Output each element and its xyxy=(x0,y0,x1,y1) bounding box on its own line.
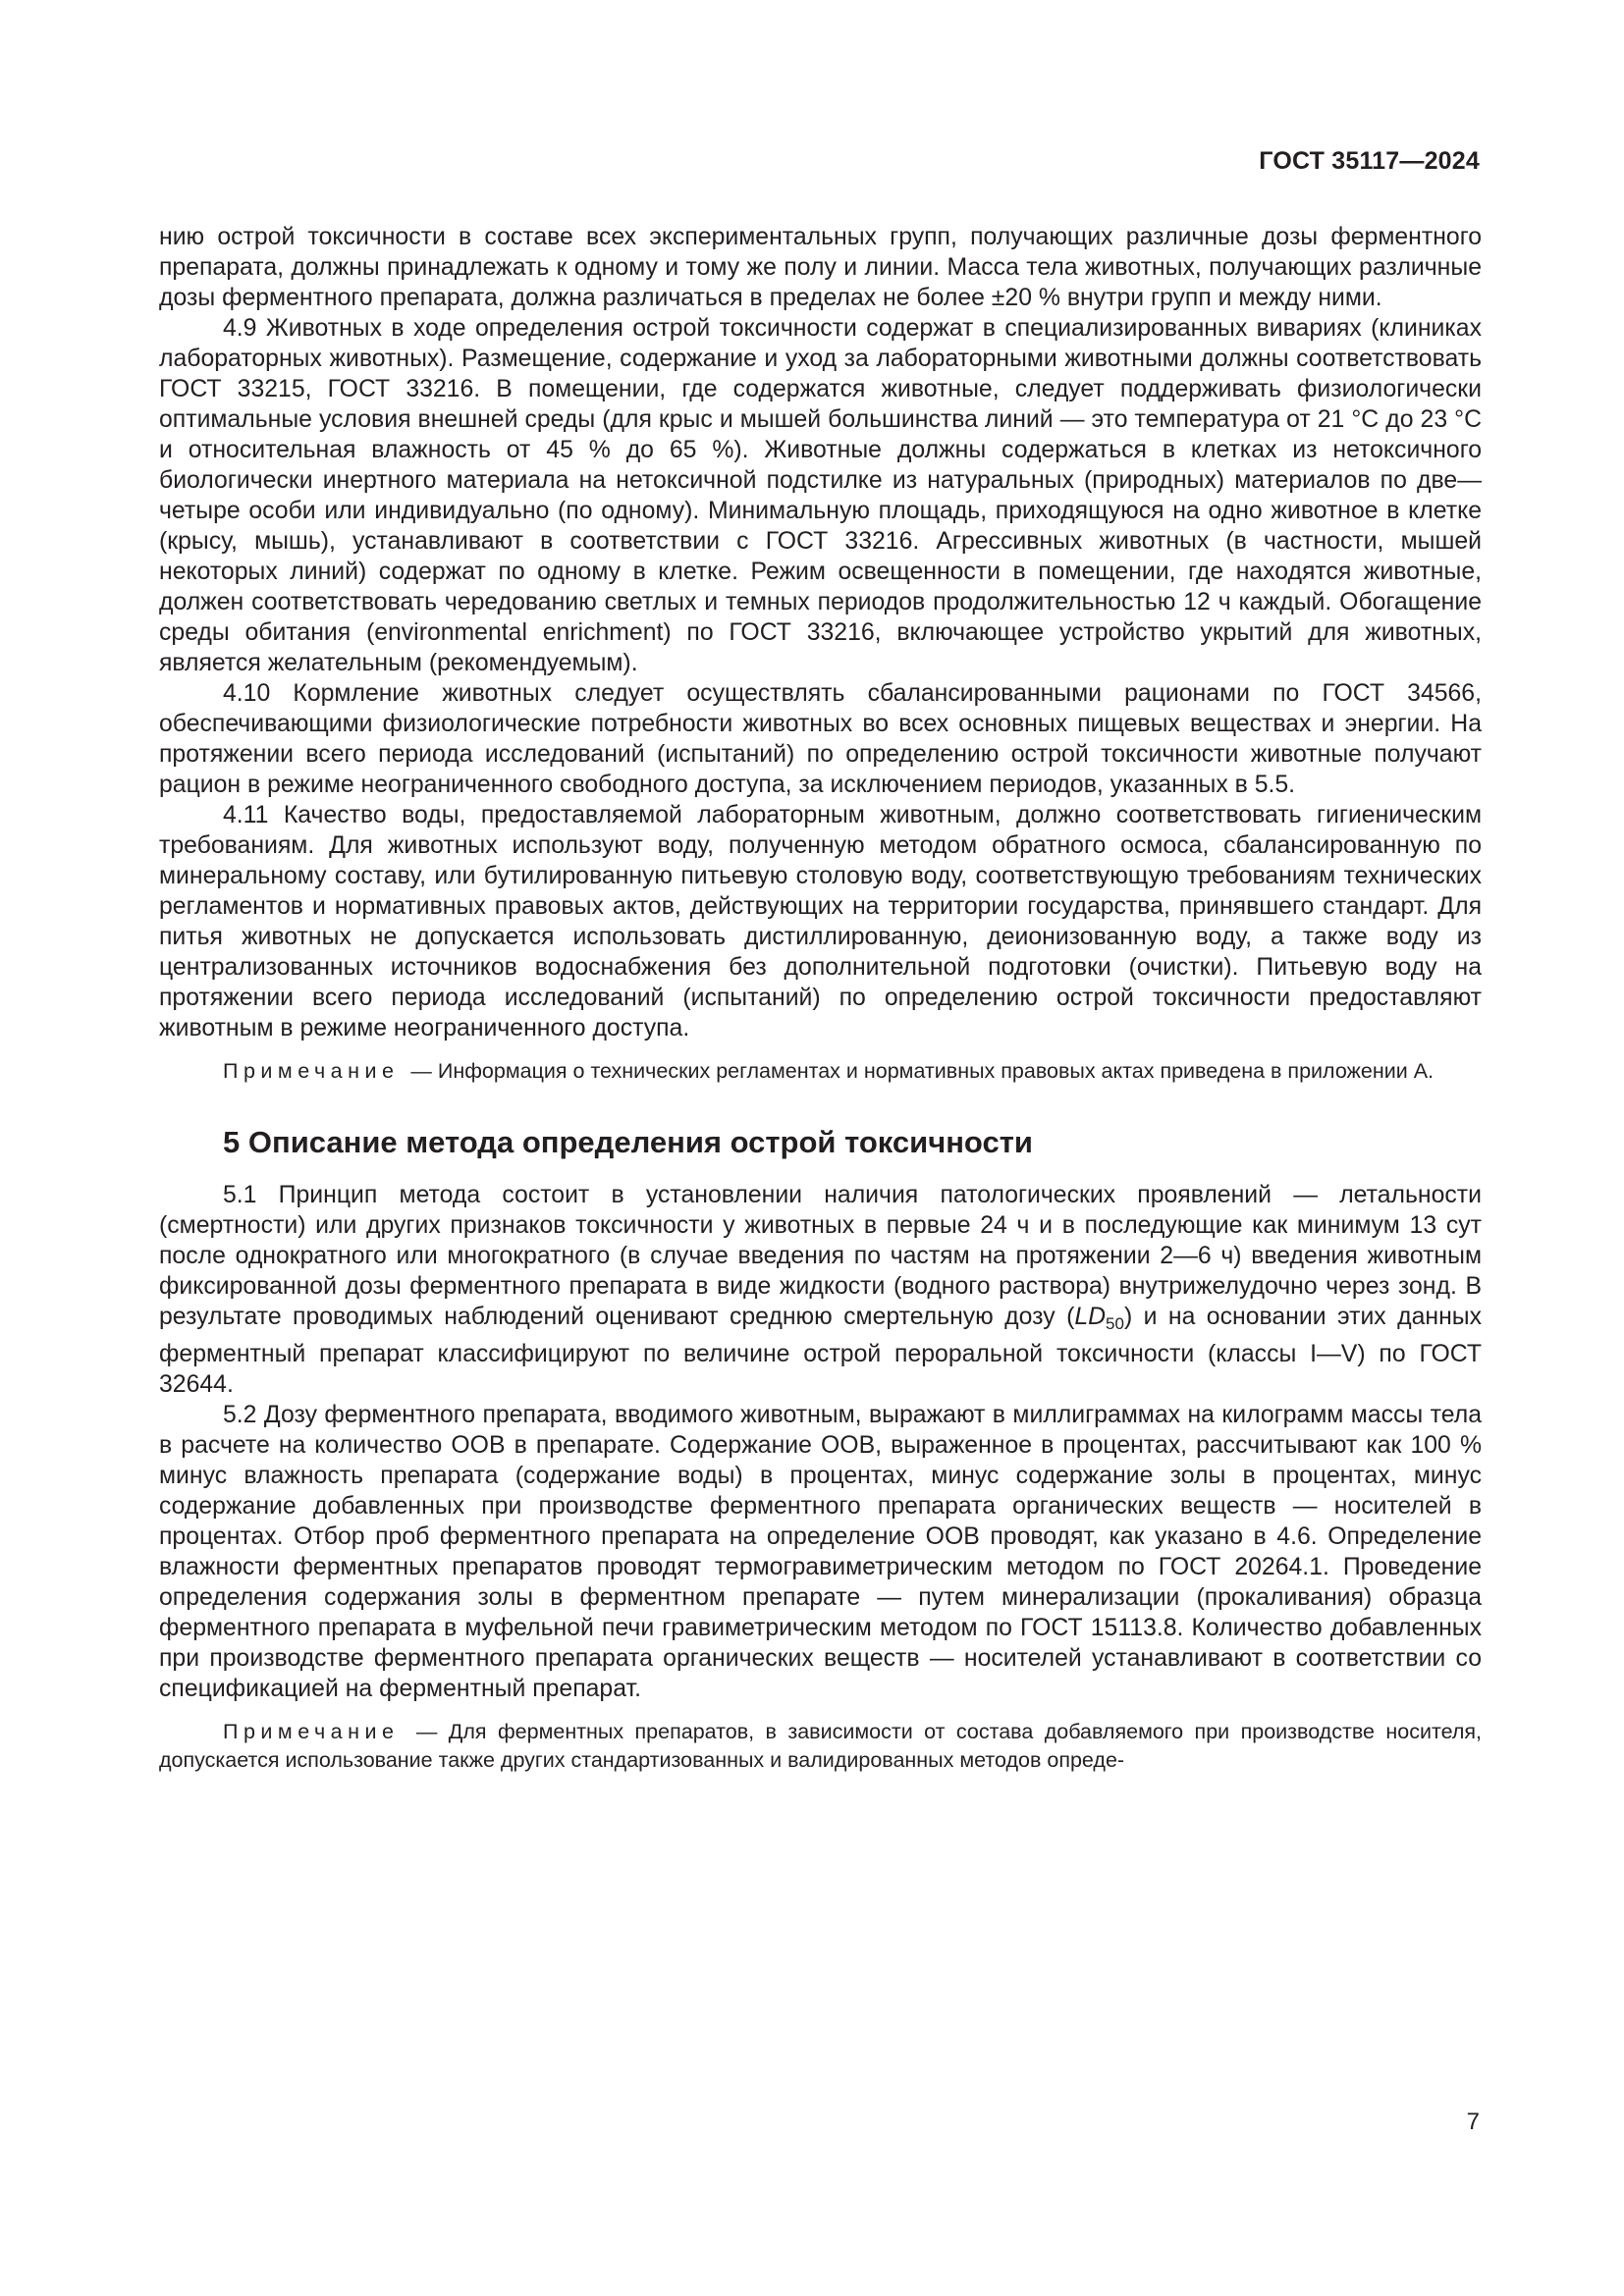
note-1-text: — Информация о технических регламентах и нормативных правовых актах приведена в приложении А. xyxy=(405,1059,1435,1083)
section-5-title: 5 Описание метода определения острой токсичности xyxy=(223,1125,1033,1159)
paragraph-4-10: 4.10 Кормление животных следует осуществлять сбалансированными рационами по ГОСТ 34566, обеспечивающими физиологические потребности животных во всех основных пищевых веществах и энергии. На протяжении всего периода исследований (испытаний) по определению острой токсичности животные получают рацион в режиме неограниченного свободного доступа, за исключением периодов, указанных в 5.5. xyxy=(159,680,1482,798)
paragraph-continuation: нию острой токсичности в составе всех экспериментальных групп, получающих различные дозы ферментного препарата, должны принадлежать к одному и тому же полу и линии. Масса тела животных, получающих различные дозы ферментного препарата, должна различаться в пределах не более ±20 % внутри групп и между ними. xyxy=(159,224,1482,311)
document-code: ГОСТ 35117—2024 xyxy=(1259,147,1480,175)
note-2-label: Примечание xyxy=(223,1720,400,1743)
page-number: 7 xyxy=(1466,2109,1480,2135)
note-1-label: Примечание xyxy=(223,1059,400,1083)
paragraph-5-1 xyxy=(159,1180,1482,1400)
ld-subscript: 50 xyxy=(1106,1314,1124,1333)
paragraph-5-1-start: 5.1 Принцип метода состоит в установлении наличия патологических проявлений — летальности (смертности) или других признаков токсичности у животных в первые 24 ч и в последующие как минимум 13 сут после однократного или многократного (в случае введения по частям на протяжении 2—6 ч) введения животным фиксированной дозы ферментного препарата в виде жидкости (водного раствора) внутрижелудочно через зонд. В результате проводимых наблюдений оценивают среднюю смертельную дозу ( xyxy=(159,1182,1482,1330)
paragraph-4-9: 4.9 Животных в ходе определения острой токсичности содержат в специализированных вивариях (клиниках лабораторных животных). Размещение, содержание и уход за лабораторными животными должны соответствовать ГОСТ 33215, ГОСТ 33216. В помещении, где содержатся животные, следует поддерживать физиологически оптимальные условия внешней среды (для крыс и мышей большинства линий — это температура от 21 °С до 23 °С и относительная влажность от 45 % до 65 %). Животные должны содержаться в клетках из нетоксичного биологически инертного материала на нетоксичной подстилке из натуральных (природных) материалов по две—четыре особи или индивидуально (по одному). Минимальную площадь, приходящуюся на одно животное в клетке (крысу, мышь), устанавливают в соответствии с ГОСТ 33216. Агрессивных животных (в частности, мышей некоторых линий) содержат по одному в клетке. Режим освещенности в помещении, где находятся животные, должен соответствовать чередованию светлых и темных периодов продолжительностью 12 ч каждый. Обогащение среды обитания (environmental enrichment) по ГОСТ 33216, включающее устройство укрытий для животных, является желательным (рекомендуемым). xyxy=(159,315,1482,676)
ld-symbol: LD xyxy=(1074,1304,1107,1330)
note-1 xyxy=(159,1057,1482,1086)
note-2 xyxy=(159,1718,1482,1775)
paragraph-5-2: 5.2 Дозу ферментного препарата, вводимого животным, выражают в миллиграммах на килограмм массы тела в расчете на количество ООВ в препарате. Содержание ООВ, выраженное в процентах, рассчитывают как 100 % минус влажность препарата (содержание воды) в процентах, минус содержание золы в процентах, минус содержание добавленных при производстве ферментного препарата органических веществ — носителей в процентах. Отбор проб ферментного препарата на определение ООВ проводят, как указано в 4.6. Определение влажности ферментных препаратов проводят термогравиметрическим методом по ГОСТ 20264.1. Проведение определения содержания золы в ферментном препарате — путем минерализации (прокаливания) образца ферментного препарата в муфельной печи гравиметрическим методом по ГОСТ 15113.8. Количество добавленных при производстве ферментного препарата органических веществ — носителей устанавливают в соответствии со спецификацией на ферментный препарат. xyxy=(159,1402,1482,1702)
paragraph-4-11: 4.11 Качество воды, предоставляемой лабораторным животным, должно соответствовать гигиеническим требованиям. Для животных используют воду, полученную методом обратного осмоса, сбалансированную по минеральному составу, или бутилированную питьевую столовую воду, соответствующую требованиям технических регламентов и нормативных правовых актов, действующих на территории государства, принявшего стандарт. Для питья животных не допускается использовать дистиллированную, деионизованную воду, а также воду из централизованных источников водоснабжения без дополнительной подготовки (очистки). Питьевую воду на протяжении всего периода исследований (испытаний) по определению острой токсичности предоставляют животным в режиме неограниченного доступа. xyxy=(159,802,1482,1041)
note-2-text: — Для ферментных препаратов, в зависимости от состава добавляемого при производстве носителя, допускается использование также других стандартизованных и валидированных методов опреде- xyxy=(159,1720,1482,1772)
page-body xyxy=(159,222,1482,1775)
paragraph-5-1-end: ) и на основании этих данных ферментный препарат классифицируют по величине острой пероральной токсичности (классы I—V) по ГОСТ 32644. xyxy=(159,1304,1482,1398)
